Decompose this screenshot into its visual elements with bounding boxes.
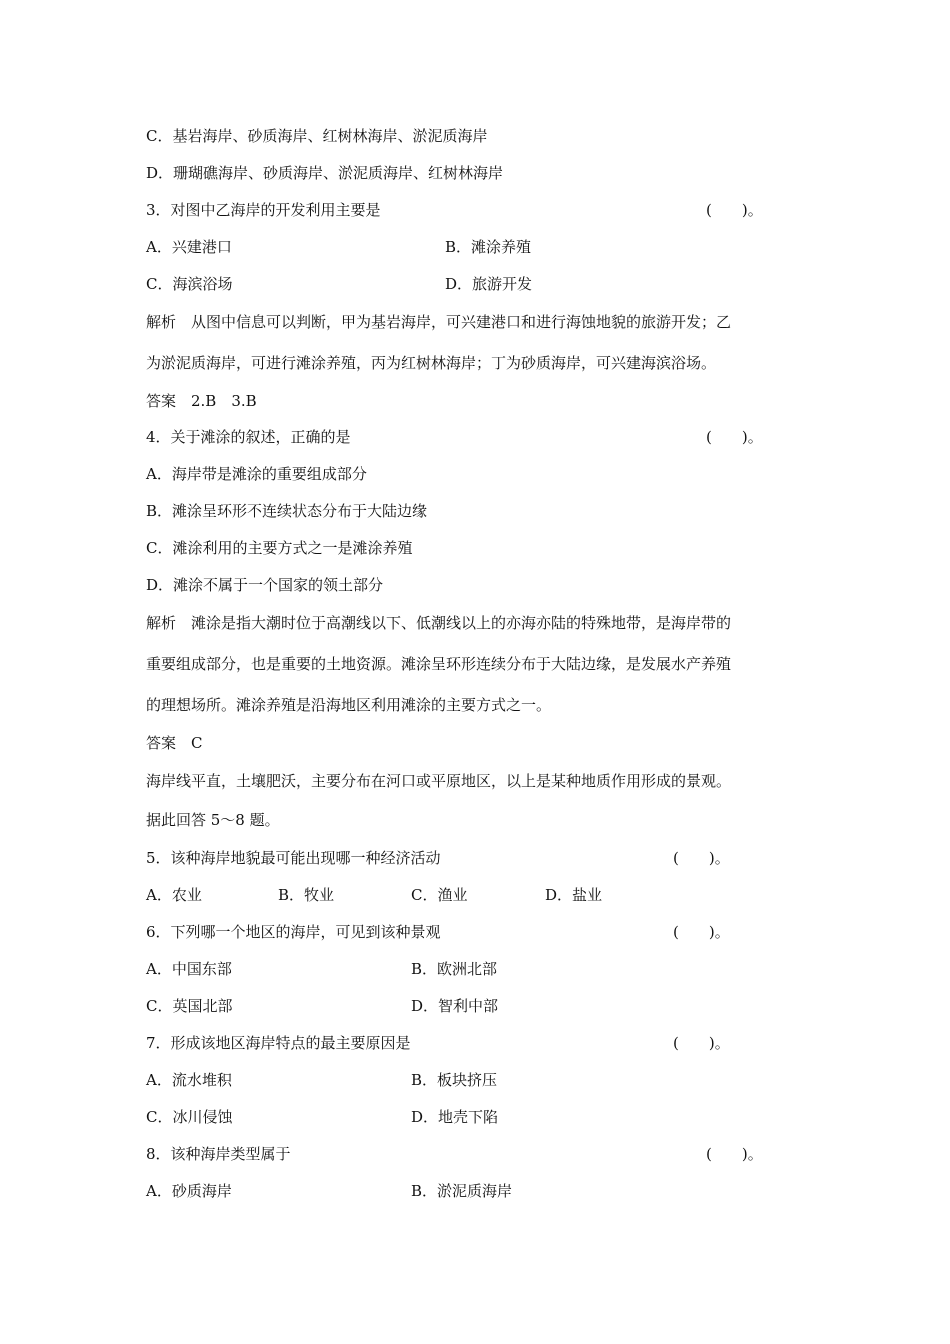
explanation-1-line-1: 解析 从图中信息可以判断，甲为基岩海岸，可兴建港口和进行海蚀地貌的旅游开发；乙 <box>146 313 732 331</box>
question-8-option-a: A．砂质海岸 <box>146 1182 232 1200</box>
question-5-stem: 5．该种海岸地貌最可能出现哪一种经济活动 <box>146 849 441 867</box>
question-6-option-c: C．英国北部 <box>146 997 233 1015</box>
question-4-option-d: D．滩涂不属于一个国家的领土部分 <box>146 576 384 594</box>
question-4-option-a: A．海岸带是滩涂的重要组成部分 <box>146 465 367 483</box>
question-6-option-b: B．欧洲北部 <box>411 960 498 978</box>
question-7-stem: 7．形成该地区海岸特点的最主要原因是 <box>146 1034 411 1052</box>
question-2-option-d: D．珊瑚礁海岸、砂质海岸、淤泥质海岸、红树林海岸 <box>146 164 504 182</box>
question-7-option-d: D．地壳下陷 <box>411 1108 499 1126</box>
question-3-option-c: C．海滨浴场 <box>146 275 233 293</box>
question-7-answer-blank: ( )。 <box>673 1034 730 1052</box>
question-6-answer-blank: ( )。 <box>673 923 730 941</box>
question-5-option-d: D．盐业 <box>545 886 603 904</box>
question-8-stem: 8．该种海岸类型属于 <box>146 1145 291 1163</box>
stem-passage-line-2: 据此回答 5～8 题。 <box>146 811 280 829</box>
question-5-option-b: B．牧业 <box>278 886 335 904</box>
question-3-option-d: D．旅游开发 <box>445 275 533 293</box>
question-8-option-b: B．淤泥质海岸 <box>411 1182 513 1200</box>
question-3-answer-blank: ( )。 <box>706 201 763 219</box>
question-7-option-b: B．板块挤压 <box>411 1071 498 1089</box>
question-7-option-a: A．流水堆积 <box>146 1071 232 1089</box>
question-8-answer-blank: ( )。 <box>706 1145 763 1163</box>
question-6-option-a: A．中国东部 <box>146 960 232 978</box>
question-6-option-d: D．智利中部 <box>411 997 499 1015</box>
question-3-option-b: B．滩涂养殖 <box>445 238 532 256</box>
question-4-option-b: B．滩涂呈环形不连续状态分布于大陆边缘 <box>146 502 428 520</box>
answer-2: 答案 C <box>146 734 203 752</box>
question-3-stem: 3．对图中乙海岸的开发利用主要是 <box>146 201 381 219</box>
question-5-answer-blank: ( )。 <box>673 849 730 867</box>
explanation-2-line-3: 的理想场所。滩涂养殖是沿海地区利用滩涂的主要方式之一。 <box>146 696 552 714</box>
explanation-2-line-2: 重要组成部分，也是重要的土地资源。滩涂呈环形连续分布于大陆边缘，是发展水产养殖 <box>146 655 732 673</box>
question-5-option-c: C．渔业 <box>411 886 468 904</box>
question-3-option-a: A．兴建港口 <box>146 238 232 256</box>
explanation-1-line-2: 为淤泥质海岸，可进行滩涂养殖，丙为红树林海岸；丁为砂质海岸，可兴建海滨浴场。 <box>146 354 717 372</box>
question-4-answer-blank: ( )。 <box>706 428 763 446</box>
answer-1: 答案 2.B 3.B <box>146 392 257 410</box>
explanation-2-line-1: 解析 滩涂是指大潮时位于高潮线以下、低潮线以上的亦海亦陆的特殊地带，是海岸带的 <box>146 614 732 632</box>
question-4-stem: 4．关于滩涂的叙述，正确的是 <box>146 428 351 446</box>
question-4-option-c: C．滩涂利用的主要方式之一是滩涂养殖 <box>146 539 413 557</box>
stem-passage-line-1: 海岸线平直，土壤肥沃，主要分布在河口或平原地区，以上是某种地质作用形成的景观。 <box>146 772 732 790</box>
question-5-option-a: A．农业 <box>146 886 202 904</box>
question-6-stem: 6．下列哪一个地区的海岸，可见到该种景观 <box>146 923 441 941</box>
question-7-option-c: C．冰川侵蚀 <box>146 1108 233 1126</box>
question-2-option-c: C．基岩海岸、砂质海岸、红树林海岸、淤泥质海岸 <box>146 127 488 145</box>
